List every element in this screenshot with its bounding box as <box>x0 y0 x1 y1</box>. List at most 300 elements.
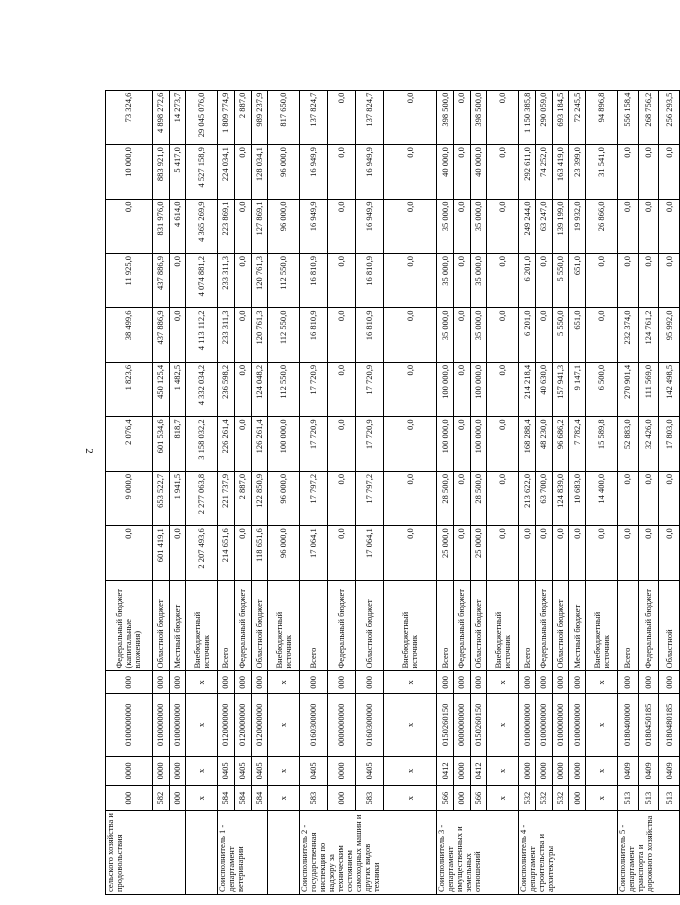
amount-2021-cell: 0,0 <box>617 145 638 199</box>
amount-2019-cell: 112 550,0 <box>268 254 300 308</box>
amount-2016-cell: 17 720,9 <box>356 417 384 471</box>
amount-2015-cell: 17 797,2 <box>356 471 384 525</box>
section-code-cell: 0000 <box>106 756 153 786</box>
expense-type-code-cell: х <box>268 671 300 694</box>
expense-type-code-cell: х <box>487 671 519 694</box>
amount-2015-cell: 17 797,2 <box>300 471 328 525</box>
amount-2018-cell: 0,0 <box>586 308 618 362</box>
amount-2016-cell: 32 426,0 <box>638 417 659 471</box>
responsible-executor-cell: сельского хозяйства и продовольствия <box>106 811 186 895</box>
amount-2014-cell: 96 000,0 <box>268 526 300 580</box>
grbs-code-cell: 000 <box>569 786 586 811</box>
amount-2019-cell: 0,0 <box>617 254 638 308</box>
section-code-cell: х <box>586 756 618 786</box>
table-row <box>552 36 569 895</box>
amount-2018-cell: 35 000,0 <box>470 308 487 362</box>
funding-source-cell: Внебюджетный источник <box>268 580 300 671</box>
amount-2019-cell: 4 074 881,2 <box>186 254 218 308</box>
amount-2020-cell: 831 976,0 <box>152 199 169 253</box>
amount-total-cell: 817 650,0 <box>268 90 300 144</box>
amount-2014-cell: 0,0 <box>384 526 437 580</box>
table-row <box>519 36 536 895</box>
section-code-cell: 0412 <box>437 756 454 786</box>
amount-2019-cell: 16 810,9 <box>356 254 384 308</box>
amount-2014-cell: 0,0 <box>106 526 153 580</box>
expense-type-code-cell: 000 <box>218 671 235 694</box>
amount-2019-cell: 0,0 <box>169 254 186 308</box>
amount-2014-cell: 0,0 <box>328 526 356 580</box>
target-article-code-cell: 0000000000 <box>328 694 356 756</box>
amount-total-cell: 73 324,6 <box>106 90 153 144</box>
amount-2021-cell: 5 417,0 <box>169 145 186 199</box>
table-row <box>617 36 638 895</box>
amount-2020-cell: 0,0 <box>487 199 519 253</box>
amount-2018-cell: 4 113 112,2 <box>186 308 218 362</box>
amount-2014-cell: 2 207 493,6 <box>186 526 218 580</box>
amount-2021-cell: 10 000,0 <box>106 145 153 199</box>
amount-2015-cell: 0,0 <box>487 471 519 525</box>
amount-2020-cell: 139 199,0 <box>552 199 569 253</box>
expense-type-code-cell: 000 <box>536 671 553 694</box>
target-article-code-cell: х <box>384 694 437 756</box>
expense-type-code-cell: 000 <box>519 671 536 694</box>
target-article-code-cell: 0120000000 <box>251 694 268 756</box>
amount-2015-cell: 28 500,0 <box>437 471 454 525</box>
amount-2021-cell: 128 034,1 <box>251 145 268 199</box>
amount-2015-cell: 63 700,0 <box>536 471 553 525</box>
funding-source-cell: Местный бюджет <box>569 580 586 671</box>
expense-type-code-cell: 000 <box>251 671 268 694</box>
amount-2015-cell: 2 887,0 <box>234 471 251 525</box>
target-article-code-cell: 0120000000 <box>234 694 251 756</box>
amount-2017-cell: 111 569,0 <box>638 362 659 416</box>
table-row <box>300 36 328 895</box>
target-article-code-cell: 0180400000 <box>617 694 638 756</box>
table-row <box>638 36 659 895</box>
funding-source-cell: Внебюджетный источник <box>384 580 437 671</box>
amount-2015-cell: 1 941,5 <box>169 471 186 525</box>
amount-2021-cell: 74 252,0 <box>536 145 553 199</box>
amount-2015-cell: 653 522,7 <box>152 471 169 525</box>
target-article-code-cell: х <box>487 694 519 756</box>
amount-2017-cell: 142 498,5 <box>659 362 680 416</box>
table-row <box>169 36 186 895</box>
expense-type-code-cell: 000 <box>470 671 487 694</box>
table-row <box>659 36 680 895</box>
expense-type-code-cell: 000 <box>300 671 328 694</box>
amount-2017-cell: 124 048,2 <box>251 362 268 416</box>
responsible-executor-cell <box>186 811 218 895</box>
grbs-code-cell: 566 <box>437 786 454 811</box>
amount-2019-cell: 16 810,9 <box>300 254 328 308</box>
responsible-executor-cell: Соисполнитель 3 - департамент имущественных и земельных отношений <box>437 811 519 895</box>
amount-total-cell: 0,0 <box>454 90 471 144</box>
grbs-code-cell: 000 <box>328 786 356 811</box>
target-article-code-cell: 0100000000 <box>519 694 536 756</box>
expense-type-code-cell: 000 <box>569 671 586 694</box>
grbs-code-cell: 583 <box>356 786 384 811</box>
amount-2016-cell: 601 534,6 <box>152 417 169 471</box>
target-article-code-cell: х <box>268 694 300 756</box>
amount-2021-cell: 292 611,0 <box>519 145 536 199</box>
amount-2018-cell: 35 000,0 <box>437 308 454 362</box>
amount-2018-cell: 0,0 <box>328 308 356 362</box>
grbs-code-cell: 582 <box>152 786 169 811</box>
amount-total-cell: 1 150 385,8 <box>519 90 536 144</box>
funding-source-cell: Всего <box>300 580 328 671</box>
section-code-cell: х <box>487 756 519 786</box>
expense-type-code-cell: 000 <box>152 671 169 694</box>
amount-2019-cell: 0,0 <box>638 254 659 308</box>
target-article-code-cell: 0180450185 <box>638 694 659 756</box>
expense-type-code-cell: 000 <box>356 671 384 694</box>
amount-2015-cell: 0,0 <box>454 471 471 525</box>
amount-2015-cell: 10 683,0 <box>569 471 586 525</box>
amount-2017-cell: 0,0 <box>487 362 519 416</box>
grbs-code-cell: 513 <box>659 786 680 811</box>
amount-total-cell: 989 237,9 <box>251 90 268 144</box>
funding-source-cell: Внебюджетный источник <box>186 580 218 671</box>
section-code-cell: 0409 <box>638 756 659 786</box>
funding-source-cell: Федеральный бюджет <box>536 580 553 671</box>
funding-source-cell: Федеральный бюджет <box>328 580 356 671</box>
amount-2018-cell: 120 761,3 <box>251 308 268 362</box>
table-row <box>384 36 437 895</box>
amount-2020-cell: 19 932,0 <box>569 199 586 253</box>
target-article-code-cell: 0160300000 <box>356 694 384 756</box>
amount-2014-cell: 0,0 <box>454 526 471 580</box>
amount-2019-cell: 651,0 <box>569 254 586 308</box>
amount-2020-cell: 4 614,0 <box>169 199 186 253</box>
amount-2015-cell: 0,0 <box>384 471 437 525</box>
amount-2014-cell: 0,0 <box>536 526 553 580</box>
amount-2020-cell: 0,0 <box>106 199 153 253</box>
amount-2020-cell: 0,0 <box>454 199 471 253</box>
expense-type-code-cell: 000 <box>169 671 186 694</box>
amount-2016-cell: 96 686,2 <box>552 417 569 471</box>
grbs-code-cell: 532 <box>552 786 569 811</box>
amount-2018-cell: 6 201,0 <box>519 308 536 362</box>
amount-2017-cell: 1 823,6 <box>106 362 153 416</box>
grbs-code-cell: 532 <box>519 786 536 811</box>
amount-2015-cell: 213 622,0 <box>519 471 536 525</box>
amount-2018-cell: 124 761,2 <box>638 308 659 362</box>
amount-total-cell: 1 809 774,9 <box>218 90 235 144</box>
amount-total-cell: 4 898 272,6 <box>152 90 169 144</box>
funding-source-cell: Федеральный бюджет <box>638 580 659 671</box>
amount-2016-cell: 15 589,8 <box>586 417 618 471</box>
section-code-cell: х <box>268 756 300 786</box>
amount-total-cell: 0,0 <box>384 90 437 144</box>
section-code-cell: 0000 <box>328 756 356 786</box>
amount-2015-cell: 0,0 <box>617 471 638 525</box>
target-article-code-cell: 0100000000 <box>152 694 169 756</box>
amount-2020-cell: 35 000,0 <box>470 199 487 253</box>
amount-2015-cell: 2 277 063,8 <box>186 471 218 525</box>
grbs-code-cell: х <box>186 786 218 811</box>
amount-2021-cell: 40 000,0 <box>437 145 454 199</box>
funding-source-cell: Федеральный бюджет (капитальные вложения) <box>106 580 153 671</box>
amount-2014-cell: 0,0 <box>169 526 186 580</box>
amount-total-cell: 556 158,4 <box>617 90 638 144</box>
amount-2020-cell: 223 869,1 <box>218 199 235 253</box>
amount-2017-cell: 9 147,1 <box>569 362 586 416</box>
amount-2016-cell: 0,0 <box>328 417 356 471</box>
amount-2016-cell: 100 000,0 <box>268 417 300 471</box>
amount-2017-cell: 214 218,4 <box>519 362 536 416</box>
amount-2021-cell: 23 399,0 <box>569 145 586 199</box>
table-row <box>536 36 553 895</box>
amount-2020-cell: 0,0 <box>384 199 437 253</box>
section-code-cell: 0409 <box>617 756 638 786</box>
amount-2018-cell: 0,0 <box>169 308 186 362</box>
page-number: 2 <box>82 448 95 454</box>
amount-2017-cell: 0,0 <box>328 362 356 416</box>
amount-2014-cell: 25 000,0 <box>470 526 487 580</box>
amount-2017-cell: 17 720,9 <box>356 362 384 416</box>
grbs-code-cell: х <box>384 786 437 811</box>
funding-source-cell: Всего <box>519 580 536 671</box>
amount-2016-cell: 818,7 <box>169 417 186 471</box>
target-article-code-cell: 0100000000 <box>106 694 153 756</box>
target-article-code-cell: 0150260150 <box>437 694 454 756</box>
funding-source-cell: Всего <box>617 580 638 671</box>
amount-2020-cell: 16 949,9 <box>300 199 328 253</box>
table-row <box>470 36 487 895</box>
amount-2014-cell: 0,0 <box>569 526 586 580</box>
target-article-code-cell: 0180480185 <box>659 694 680 756</box>
amount-2019-cell: 0,0 <box>487 254 519 308</box>
amount-2020-cell: 4 365 269,9 <box>186 199 218 253</box>
amount-2020-cell: 127 869,1 <box>251 199 268 253</box>
amount-2021-cell: 0,0 <box>328 145 356 199</box>
funding-source-cell: Федеральный бюджет <box>234 580 251 671</box>
table-row <box>234 36 251 895</box>
amount-2019-cell: 5 550,0 <box>552 254 569 308</box>
amount-2015-cell: 14 400,0 <box>586 471 618 525</box>
expense-type-code-cell: 000 <box>437 671 454 694</box>
expense-type-code-cell: 000 <box>106 671 153 694</box>
amount-2016-cell: 0,0 <box>487 417 519 471</box>
amount-2017-cell: 0,0 <box>454 362 471 416</box>
amount-2019-cell: 0,0 <box>384 254 437 308</box>
section-code-cell: 0000 <box>536 756 553 786</box>
expense-type-code-cell: 000 <box>659 671 680 694</box>
amount-2021-cell: 224 034,1 <box>218 145 235 199</box>
amount-total-cell: 290 059,0 <box>536 90 553 144</box>
amount-2021-cell: 0,0 <box>454 145 471 199</box>
amount-total-cell: 0,0 <box>328 90 356 144</box>
expense-type-code-cell: 000 <box>234 671 251 694</box>
amount-total-cell: 268 756,2 <box>638 90 659 144</box>
funding-source-cell: Областной <box>659 580 680 671</box>
amount-2020-cell: 26 866,0 <box>586 199 618 253</box>
amount-2014-cell: 17 064,1 <box>300 526 328 580</box>
section-code-cell: 0000 <box>519 756 536 786</box>
amount-2017-cell: 236 598,2 <box>218 362 235 416</box>
amount-2021-cell: 16 949,9 <box>356 145 384 199</box>
amount-2016-cell: 52 883,0 <box>617 417 638 471</box>
amount-2014-cell: 0,0 <box>552 526 569 580</box>
amount-2015-cell: 9 000,0 <box>106 471 153 525</box>
amount-2014-cell: 0,0 <box>519 526 536 580</box>
table-row <box>268 36 300 895</box>
expense-type-code-cell: 000 <box>454 671 471 694</box>
amount-2018-cell: 112 550,0 <box>268 308 300 362</box>
amount-2018-cell: 38 499,6 <box>106 308 153 362</box>
section-code-cell: 0405 <box>356 756 384 786</box>
expense-type-code-cell: 000 <box>328 671 356 694</box>
amount-total-cell: 2 887,0 <box>234 90 251 144</box>
amount-2016-cell: 7 782,4 <box>569 417 586 471</box>
amount-2018-cell: 0,0 <box>454 308 471 362</box>
funding-source-cell: Всего <box>437 580 454 671</box>
amount-2014-cell: 25 000,0 <box>437 526 454 580</box>
amount-2014-cell: 0,0 <box>617 526 638 580</box>
section-code-cell: х <box>186 756 218 786</box>
grbs-code-cell: 566 <box>470 786 487 811</box>
amount-total-cell: 94 896,8 <box>586 90 618 144</box>
amount-2020-cell: 63 247,0 <box>536 199 553 253</box>
amount-total-cell: 693 184,5 <box>552 90 569 144</box>
target-article-code-cell: 0160300000 <box>300 694 328 756</box>
amount-2021-cell: 883 921,0 <box>152 145 169 199</box>
amount-2017-cell: 17 720,9 <box>300 362 328 416</box>
section-code-cell: 0000 <box>169 756 186 786</box>
amount-total-cell: 29 045 076,0 <box>186 90 218 144</box>
grbs-code-cell: х <box>586 786 618 811</box>
amount-2019-cell: 0,0 <box>536 254 553 308</box>
target-article-code-cell: 0100000000 <box>536 694 553 756</box>
target-article-code-cell: 0100000000 <box>552 694 569 756</box>
amount-2019-cell: 0,0 <box>328 254 356 308</box>
amount-2015-cell: 124 839,0 <box>552 471 569 525</box>
amount-2016-cell: 17 803,0 <box>659 417 680 471</box>
expense-type-code-cell: 000 <box>638 671 659 694</box>
amount-2017-cell: 40 630,0 <box>536 362 553 416</box>
table-row <box>251 36 268 895</box>
target-article-code-cell: х <box>586 694 618 756</box>
amount-2016-cell: 126 261,4 <box>251 417 268 471</box>
grbs-code-cell: х <box>268 786 300 811</box>
amount-2014-cell: 0,0 <box>487 526 519 580</box>
amount-2018-cell: 0,0 <box>536 308 553 362</box>
amount-2016-cell: 17 720,9 <box>300 417 328 471</box>
amount-2018-cell: 233 311,3 <box>218 308 235 362</box>
amount-total-cell: 14 273,7 <box>169 90 186 144</box>
amount-2018-cell: 16 810,9 <box>300 308 328 362</box>
section-code-cell: 0405 <box>218 756 235 786</box>
table-row <box>356 36 384 895</box>
amount-2014-cell: 0,0 <box>586 526 618 580</box>
amount-2018-cell: 651,0 <box>569 308 586 362</box>
section-code-cell: 0000 <box>552 756 569 786</box>
funding-source-cell: Местный бюджет <box>169 580 186 671</box>
section-code-cell: 0000 <box>152 756 169 786</box>
amount-2014-cell: 0,0 <box>659 526 680 580</box>
rotated-page <box>105 35 680 895</box>
amount-2019-cell: 35 000,0 <box>470 254 487 308</box>
amount-2016-cell: 168 288,4 <box>519 417 536 471</box>
grbs-code-cell: 000 <box>454 786 471 811</box>
amount-2017-cell: 0,0 <box>234 362 251 416</box>
amount-2015-cell: 0,0 <box>328 471 356 525</box>
target-article-code-cell: 0150260150 <box>470 694 487 756</box>
grbs-code-cell: 513 <box>617 786 638 811</box>
amount-2015-cell: 221 737,9 <box>218 471 235 525</box>
amount-2018-cell: 0,0 <box>234 308 251 362</box>
responsible-executor-cell: Соисполнитель 2 - государственная инспекция по надзору за техническим состоянием самоходных машин и других видов техники <box>300 811 437 895</box>
amount-2017-cell: 270 901,4 <box>617 362 638 416</box>
amount-2020-cell: 16 949,9 <box>356 199 384 253</box>
amount-2021-cell: 96 000,0 <box>268 145 300 199</box>
amount-2017-cell: 450 125,4 <box>152 362 169 416</box>
amount-2015-cell: 0,0 <box>659 471 680 525</box>
table-row <box>328 36 356 895</box>
expense-type-code-cell: х <box>384 671 437 694</box>
amount-2017-cell: 1 482,5 <box>169 362 186 416</box>
amount-2021-cell: 31 541,0 <box>586 145 618 199</box>
amount-total-cell: 0,0 <box>487 90 519 144</box>
amount-2019-cell: 120 761,3 <box>251 254 268 308</box>
amount-2017-cell: 157 941,3 <box>552 362 569 416</box>
expense-type-code-cell: х <box>186 671 218 694</box>
amount-total-cell: 72 245,5 <box>569 90 586 144</box>
funding-source-cell: Областной бюджет <box>356 580 384 671</box>
amount-2016-cell: 48 230,0 <box>536 417 553 471</box>
table-row <box>186 36 218 895</box>
target-article-code-cell: 0100000000 <box>169 694 186 756</box>
amount-2016-cell: 100 000,0 <box>470 417 487 471</box>
amount-2021-cell: 4 527 158,9 <box>186 145 218 199</box>
amount-2014-cell: 214 651,6 <box>218 526 235 580</box>
target-article-code-cell: х <box>186 694 218 756</box>
amount-2014-cell: 601 419,1 <box>152 526 169 580</box>
amount-2017-cell: 6 500,0 <box>586 362 618 416</box>
amount-2020-cell: 35 000,0 <box>437 199 454 253</box>
amount-2019-cell: 11 925,0 <box>106 254 153 308</box>
grbs-code-cell: 000 <box>169 786 186 811</box>
grbs-code-cell: х <box>487 786 519 811</box>
table-row <box>106 36 153 895</box>
funding-source-cell: Внебюджетный источник <box>487 580 519 671</box>
amount-2016-cell: 0,0 <box>454 417 471 471</box>
expense-type-code-cell: 000 <box>552 671 569 694</box>
amount-2015-cell: 0,0 <box>638 471 659 525</box>
amount-2020-cell: 0,0 <box>617 199 638 253</box>
amount-2019-cell: 0,0 <box>586 254 618 308</box>
amount-2020-cell: 0,0 <box>659 199 680 253</box>
amount-2016-cell: 226 261,4 <box>218 417 235 471</box>
grbs-code-cell: 532 <box>536 786 553 811</box>
amount-2019-cell: 437 886,9 <box>152 254 169 308</box>
amount-2019-cell: 0,0 <box>234 254 251 308</box>
amount-2017-cell: 100 000,0 <box>470 362 487 416</box>
amount-2017-cell: 112 550,0 <box>268 362 300 416</box>
amount-2018-cell: 0,0 <box>384 308 437 362</box>
amount-2014-cell: 17 064,1 <box>356 526 384 580</box>
expense-type-code-cell: 000 <box>617 671 638 694</box>
expense-type-code-cell: х <box>586 671 618 694</box>
table-row <box>152 36 169 895</box>
amount-2016-cell: 0,0 <box>384 417 437 471</box>
amount-2015-cell: 122 850,9 <box>251 471 268 525</box>
section-code-cell: 0405 <box>251 756 268 786</box>
amount-2018-cell: 95 992,0 <box>659 308 680 362</box>
amount-2017-cell: 0,0 <box>384 362 437 416</box>
table-row <box>218 36 235 895</box>
table-row <box>487 36 519 895</box>
